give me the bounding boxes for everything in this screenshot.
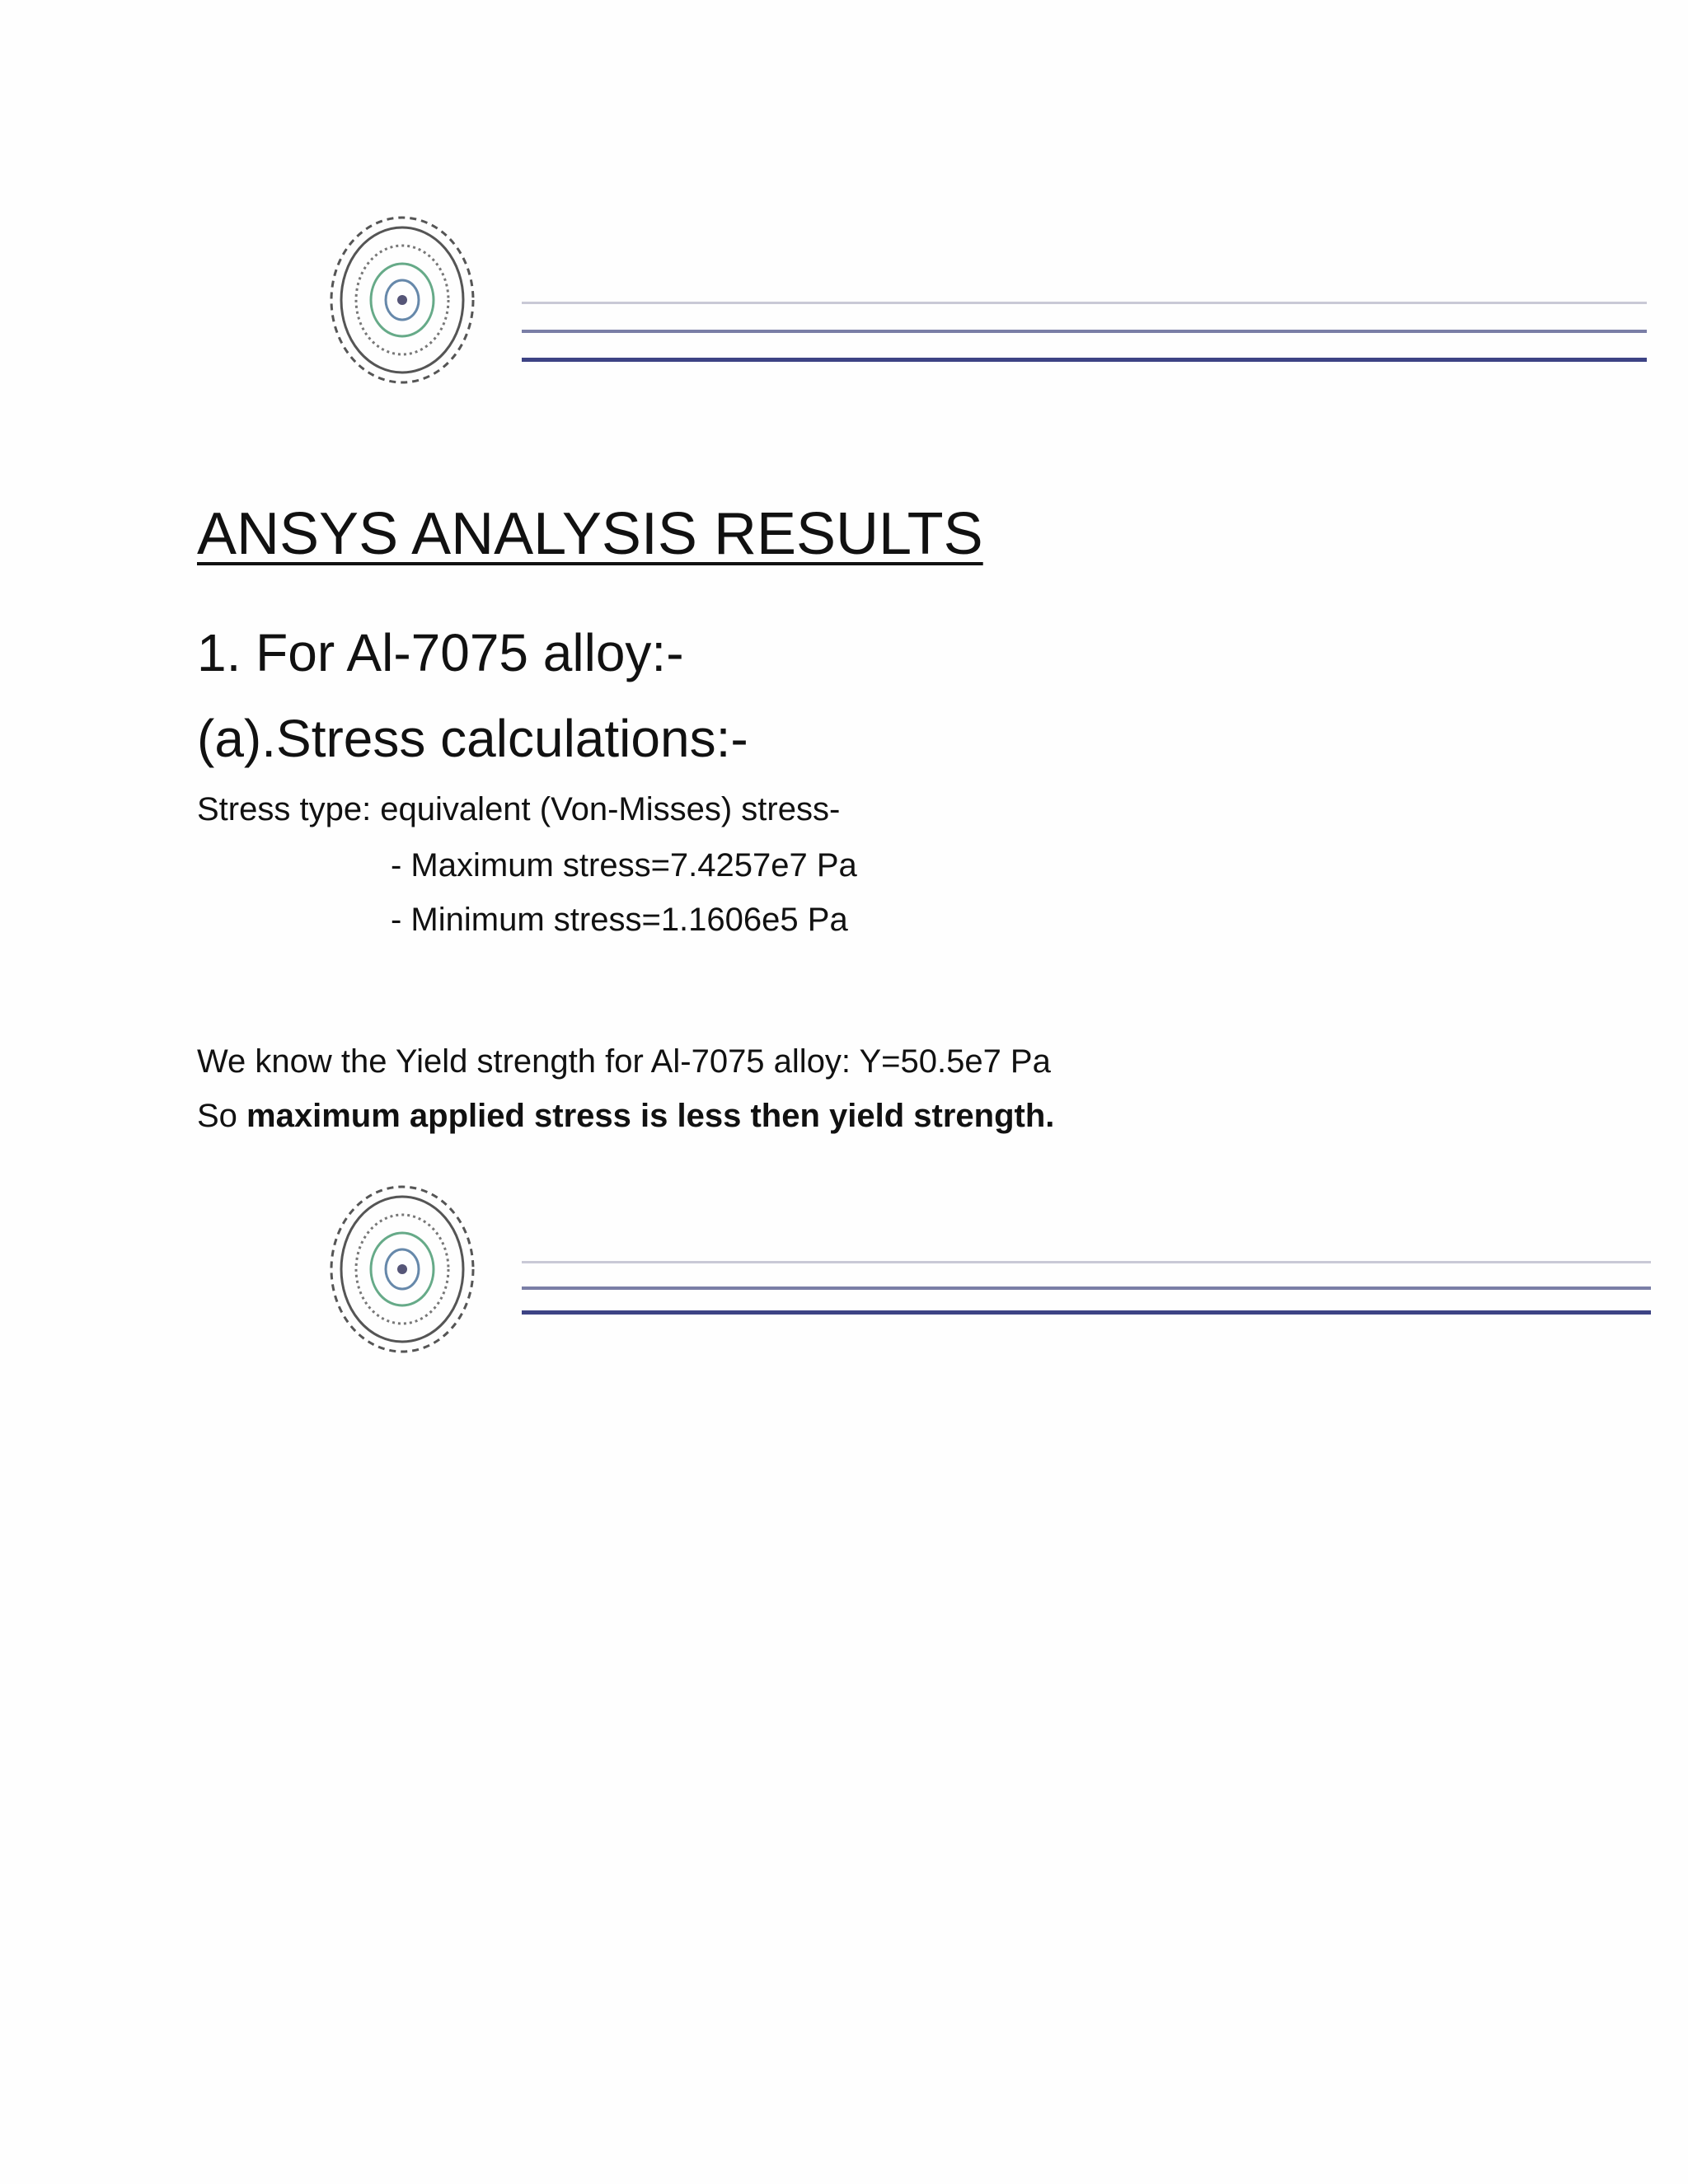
footer-rules xyxy=(522,1256,1651,1322)
stress-type-line: Stress type: equivalent (Von-Misses) stress- xyxy=(197,791,841,827)
header-logo xyxy=(328,214,476,386)
conclusion-prefix: So xyxy=(197,1098,247,1134)
subsection-heading: (a).Stress calculations:- xyxy=(197,709,748,768)
header-rule-light xyxy=(522,302,1647,304)
footer-logo xyxy=(328,1183,476,1355)
footer-rule-dark xyxy=(522,1310,1651,1315)
conclusion-line xyxy=(197,1094,1054,1137)
page-title: ANSYS ANALYSIS RESULTS xyxy=(197,501,983,567)
section-heading: 1. For Al-7075 alloy:- xyxy=(197,623,684,682)
conclusion-bold: maximum applied stress is less then yield strength. xyxy=(246,1098,1055,1134)
footer-rule-medium xyxy=(522,1286,1651,1290)
institute-emblem-icon xyxy=(328,1183,476,1355)
yield-strength-line: We know the Yield strength for Al-7075 alloy: Y=50.5e7 Pa xyxy=(197,1043,1051,1080)
header-rule-medium xyxy=(522,330,1647,333)
header-rule-dark xyxy=(522,358,1647,362)
min-stress-line: - Minimum stress=1.1606e5 Pa xyxy=(391,902,848,938)
footer-rule-light xyxy=(522,1261,1651,1263)
max-stress-line: - Maximum stress=7.4257e7 Pa xyxy=(391,847,857,883)
institute-emblem-icon xyxy=(328,214,476,386)
header-rules xyxy=(522,297,1647,363)
